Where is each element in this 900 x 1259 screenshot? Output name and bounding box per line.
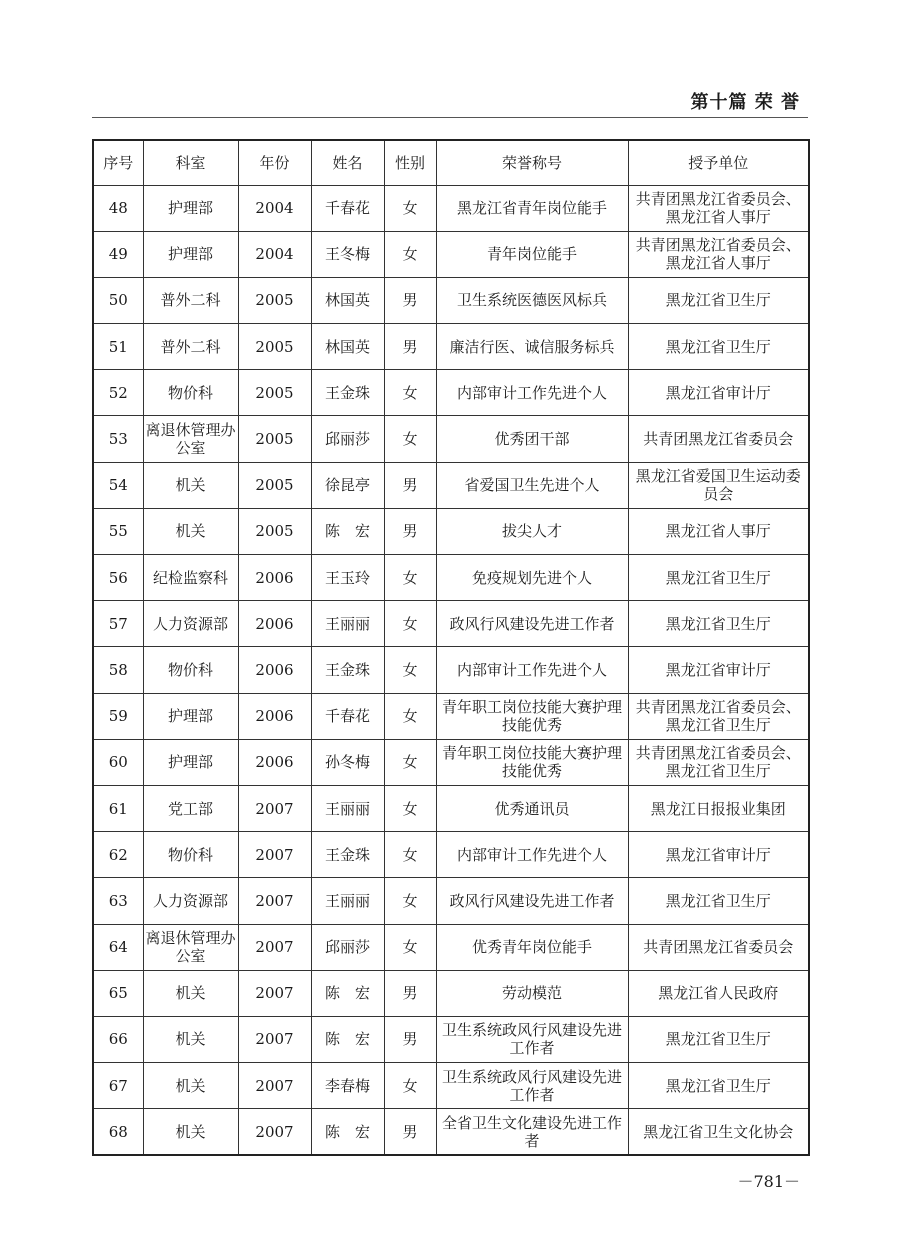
cell-gender: 男	[384, 508, 436, 554]
cell-honor: 青年岗位能手	[436, 231, 628, 277]
table-row	[93, 462, 809, 508]
cell-honor: 拔尖人才	[436, 508, 628, 554]
cell-awarding-unit: 黑龙江日报报业集团	[628, 785, 809, 831]
cell-year: 2007	[238, 1016, 311, 1062]
cell-year: 2004	[238, 185, 311, 231]
cell-honor: 卫生系统政风行风建设先进工作者	[436, 1063, 628, 1109]
cell-gender: 女	[384, 647, 436, 693]
cell-name: 陈 宏	[311, 1109, 384, 1155]
cell-year: 2007	[238, 832, 311, 878]
cell-gender: 男	[384, 1109, 436, 1155]
table-header-row	[93, 140, 809, 185]
cell-department: 普外二科	[143, 277, 238, 323]
table-row	[93, 277, 809, 323]
cell-name: 邱丽莎	[311, 924, 384, 970]
table-row	[93, 1063, 809, 1109]
cell-index: 54	[93, 462, 143, 508]
table-row	[93, 508, 809, 554]
cell-name: 王丽丽	[311, 785, 384, 831]
cell-gender: 女	[384, 693, 436, 739]
cell-awarding-unit: 黑龙江省审计厅	[628, 370, 809, 416]
cell-name: 陈 宏	[311, 508, 384, 554]
cell-awarding-unit: 共青团黑龙江省委员会	[628, 924, 809, 970]
cell-index: 65	[93, 970, 143, 1016]
cell-honor: 青年职工岗位技能大赛护理技能优秀	[436, 693, 628, 739]
cell-awarding-unit: 共青团黑龙江省委员会、黑龙江省卫生厅	[628, 693, 809, 739]
cell-index: 52	[93, 370, 143, 416]
column-header: 序号	[93, 140, 143, 185]
cell-department: 普外二科	[143, 324, 238, 370]
cell-department: 机关	[143, 1016, 238, 1062]
cell-department: 物价科	[143, 832, 238, 878]
cell-department: 护理部	[143, 739, 238, 785]
cell-year: 2006	[238, 601, 311, 647]
cell-department: 护理部	[143, 693, 238, 739]
cell-awarding-unit: 共青团黑龙江省委员会、黑龙江省人事厅	[628, 231, 809, 277]
table-row	[93, 693, 809, 739]
cell-department: 纪检监察科	[143, 555, 238, 601]
cell-year: 2007	[238, 785, 311, 831]
table-body	[93, 185, 809, 1155]
table-row	[93, 1109, 809, 1155]
cell-gender: 男	[384, 324, 436, 370]
table-row	[93, 601, 809, 647]
cell-awarding-unit: 共青团黑龙江省委员会	[628, 416, 809, 462]
cell-name: 王金珠	[311, 647, 384, 693]
cell-department: 离退休管理办公室	[143, 416, 238, 462]
cell-honor: 内部审计工作先进个人	[436, 832, 628, 878]
cell-year: 2007	[238, 970, 311, 1016]
cell-awarding-unit: 黑龙江省审计厅	[628, 832, 809, 878]
table-row	[93, 739, 809, 785]
cell-index: 62	[93, 832, 143, 878]
cell-index: 60	[93, 739, 143, 785]
cell-year: 2007	[238, 1063, 311, 1109]
table-row	[93, 878, 809, 924]
cell-honor: 政风行风建设先进工作者	[436, 601, 628, 647]
table-row	[93, 231, 809, 277]
cell-gender: 女	[384, 416, 436, 462]
table-row	[93, 555, 809, 601]
cell-name: 王冬梅	[311, 231, 384, 277]
cell-department: 物价科	[143, 647, 238, 693]
cell-honor: 优秀团干部	[436, 416, 628, 462]
cell-honor: 卫生系统医德医风标兵	[436, 277, 628, 323]
table-row	[93, 185, 809, 231]
cell-gender: 女	[384, 785, 436, 831]
cell-gender: 女	[384, 370, 436, 416]
table-row	[93, 785, 809, 831]
cell-year: 2006	[238, 647, 311, 693]
cell-awarding-unit: 黑龙江省卫生厅	[628, 1016, 809, 1062]
table-row	[93, 832, 809, 878]
cell-year: 2007	[238, 878, 311, 924]
cell-year: 2006	[238, 739, 311, 785]
honors-table	[92, 139, 810, 1156]
cell-year: 2005	[238, 416, 311, 462]
cell-department: 机关	[143, 970, 238, 1016]
cell-name: 陈 宏	[311, 970, 384, 1016]
table-row	[93, 324, 809, 370]
page-number: －781－	[737, 1172, 800, 1191]
cell-awarding-unit: 共青团黑龙江省委员会、黑龙江省人事厅	[628, 185, 809, 231]
cell-awarding-unit: 黑龙江省审计厅	[628, 647, 809, 693]
cell-honor: 省爱国卫生先进个人	[436, 462, 628, 508]
cell-name: 王丽丽	[311, 878, 384, 924]
cell-year: 2006	[238, 555, 311, 601]
column-header: 姓名	[311, 140, 384, 185]
cell-index: 67	[93, 1063, 143, 1109]
cell-department: 机关	[143, 508, 238, 554]
cell-year: 2007	[238, 924, 311, 970]
cell-index: 50	[93, 277, 143, 323]
cell-gender: 女	[384, 601, 436, 647]
cell-awarding-unit: 黑龙江省卫生厅	[628, 878, 809, 924]
cell-gender: 男	[384, 277, 436, 323]
cell-honor: 全省卫生文化建设先进工作者	[436, 1109, 628, 1155]
chapter-title: 第十篇 荣 誉	[690, 92, 800, 113]
cell-name: 千春花	[311, 693, 384, 739]
cell-year: 2007	[238, 1109, 311, 1155]
cell-honor: 黑龙江省青年岗位能手	[436, 185, 628, 231]
cell-department: 人力资源部	[143, 878, 238, 924]
cell-name: 邱丽莎	[311, 416, 384, 462]
cell-year: 2005	[238, 324, 311, 370]
cell-index: 66	[93, 1016, 143, 1062]
cell-gender: 男	[384, 970, 436, 1016]
column-header: 荣誉称号	[436, 140, 628, 185]
cell-name: 徐昆亭	[311, 462, 384, 508]
cell-honor: 优秀青年岗位能手	[436, 924, 628, 970]
cell-name: 王金珠	[311, 832, 384, 878]
cell-department: 护理部	[143, 185, 238, 231]
cell-name: 林国英	[311, 324, 384, 370]
cell-department: 机关	[143, 462, 238, 508]
cell-index: 56	[93, 555, 143, 601]
cell-awarding-unit: 黑龙江省爱国卫生运动委员会	[628, 462, 809, 508]
cell-honor: 免疫规划先进个人	[436, 555, 628, 601]
cell-name: 王丽丽	[311, 601, 384, 647]
cell-honor: 内部审计工作先进个人	[436, 370, 628, 416]
cell-gender: 女	[384, 1063, 436, 1109]
cell-awarding-unit: 共青团黑龙江省委员会、黑龙江省卫生厅	[628, 739, 809, 785]
cell-index: 58	[93, 647, 143, 693]
cell-department: 机关	[143, 1063, 238, 1109]
cell-gender: 女	[384, 878, 436, 924]
cell-index: 48	[93, 185, 143, 231]
cell-index: 55	[93, 508, 143, 554]
cell-index: 51	[93, 324, 143, 370]
cell-awarding-unit: 黑龙江省卫生文化协会	[628, 1109, 809, 1155]
cell-index: 61	[93, 785, 143, 831]
cell-name: 林国英	[311, 277, 384, 323]
cell-awarding-unit: 黑龙江省卫生厅	[628, 601, 809, 647]
cell-index: 53	[93, 416, 143, 462]
cell-honor: 青年职工岗位技能大赛护理技能优秀	[436, 739, 628, 785]
table-row	[93, 970, 809, 1016]
column-header: 年份	[238, 140, 311, 185]
column-header: 科室	[143, 140, 238, 185]
cell-honor: 内部审计工作先进个人	[436, 647, 628, 693]
cell-year: 2005	[238, 370, 311, 416]
cell-index: 57	[93, 601, 143, 647]
table-row	[93, 416, 809, 462]
cell-index: 59	[93, 693, 143, 739]
column-header: 性别	[384, 140, 436, 185]
cell-awarding-unit: 黑龙江省卫生厅	[628, 324, 809, 370]
cell-awarding-unit: 黑龙江省人事厅	[628, 508, 809, 554]
cell-index: 64	[93, 924, 143, 970]
cell-gender: 男	[384, 1016, 436, 1062]
cell-year: 2006	[238, 693, 311, 739]
cell-gender: 男	[384, 462, 436, 508]
cell-awarding-unit: 黑龙江省卫生厅	[628, 555, 809, 601]
column-header: 授予单位	[628, 140, 809, 185]
cell-honor: 卫生系统政风行风建设先进工作者	[436, 1016, 628, 1062]
cell-awarding-unit: 黑龙江省卫生厅	[628, 277, 809, 323]
cell-awarding-unit: 黑龙江省人民政府	[628, 970, 809, 1016]
cell-year: 2005	[238, 462, 311, 508]
cell-awarding-unit: 黑龙江省卫生厅	[628, 1063, 809, 1109]
cell-year: 2004	[238, 231, 311, 277]
cell-index: 68	[93, 1109, 143, 1155]
cell-index: 63	[93, 878, 143, 924]
table-row	[93, 1016, 809, 1062]
cell-name: 陈 宏	[311, 1016, 384, 1062]
cell-name: 李春梅	[311, 1063, 384, 1109]
cell-department: 机关	[143, 1109, 238, 1155]
table-row	[93, 647, 809, 693]
cell-department: 护理部	[143, 231, 238, 277]
cell-index: 49	[93, 231, 143, 277]
cell-name: 孙冬梅	[311, 739, 384, 785]
cell-gender: 女	[384, 924, 436, 970]
cell-year: 2005	[238, 508, 311, 554]
cell-department: 离退休管理办公室	[143, 924, 238, 970]
cell-name: 王玉玲	[311, 555, 384, 601]
cell-honor: 劳动模范	[436, 970, 628, 1016]
cell-gender: 女	[384, 555, 436, 601]
cell-honor: 政风行风建设先进工作者	[436, 878, 628, 924]
cell-name: 王金珠	[311, 370, 384, 416]
cell-gender: 女	[384, 185, 436, 231]
table-row	[93, 924, 809, 970]
header-divider	[92, 117, 808, 118]
cell-gender: 女	[384, 739, 436, 785]
cell-honor: 廉洁行医、诚信服务标兵	[436, 324, 628, 370]
table-row	[93, 370, 809, 416]
cell-year: 2005	[238, 277, 311, 323]
cell-name: 千春花	[311, 185, 384, 231]
cell-department: 人力资源部	[143, 601, 238, 647]
cell-department: 物价科	[143, 370, 238, 416]
cell-honor: 优秀通讯员	[436, 785, 628, 831]
cell-gender: 女	[384, 231, 436, 277]
cell-department: 党工部	[143, 785, 238, 831]
cell-gender: 女	[384, 832, 436, 878]
